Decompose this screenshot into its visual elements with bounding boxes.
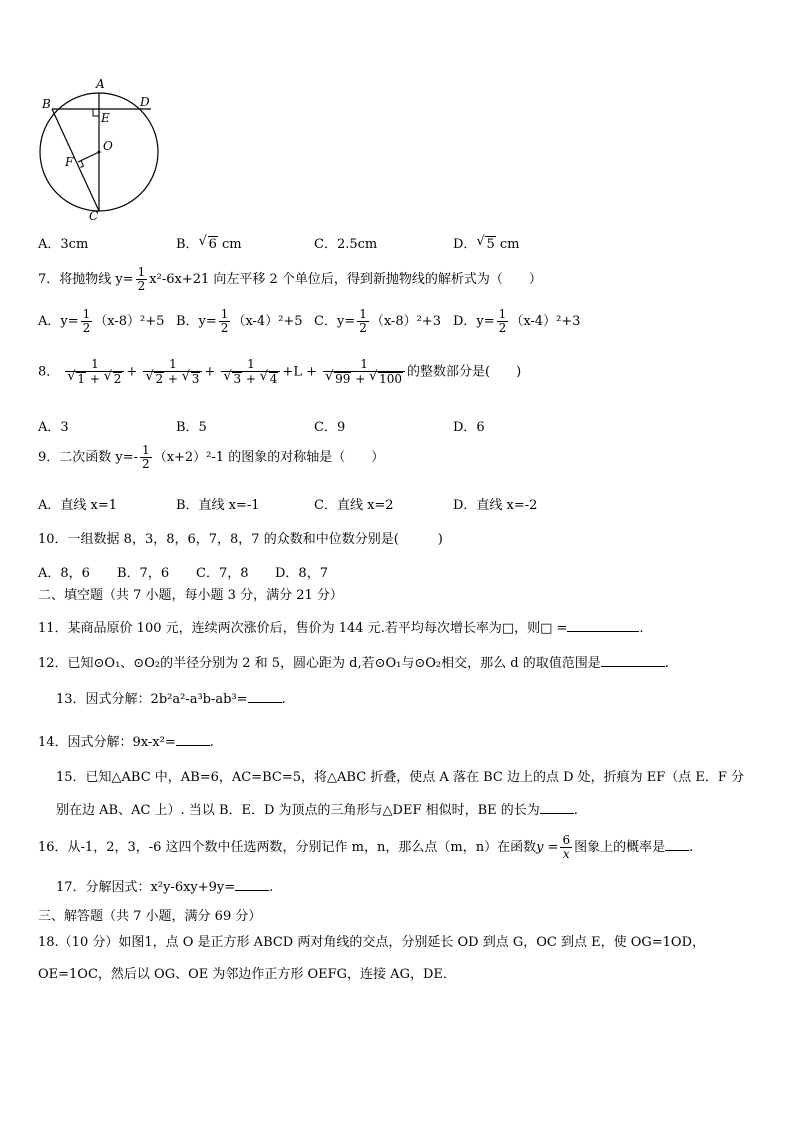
q9-option-b[interactable]: B．直线 x=-1 — [176, 498, 260, 513]
q9-option-a[interactable]: A．直线 x=1 — [38, 498, 118, 513]
q6-option-d[interactable]: D．√ 5 cm — [453, 233, 519, 252]
label-o: O — [103, 139, 113, 153]
question-9: 9．二次函数 y=- $\frac{1}{2}$ （x+2）²-1 的图象的对称轴是（ ） — [38, 443, 385, 471]
question-10: 10．一组数据 8，3，8，6，7，8，7 的众数和中位数分别是( ) — [38, 532, 443, 547]
q9-option-d[interactable]: D．直线 x=-2 — [453, 498, 538, 513]
right-angle-f — [81, 161, 84, 168]
question-17: 17．分解因式：x²y-6xy+9y= . — [56, 880, 274, 895]
q8-option-a[interactable]: A．3 — [38, 420, 69, 435]
question-7: 7．将抛物线 y= $\frac{1}{2}$ x²-6x+21 向左平移 2 个单位后，得到新抛物线的解析式为（ ） — [38, 265, 542, 293]
q10-option-c[interactable]: C．7，8 — [196, 566, 249, 581]
answer-blank-16[interactable] — [665, 838, 689, 851]
question-15-line-1: 15．已知△ABC 中，AB=6，AC=BC=5，将△ABC 折叠，使点 A 落在 BC 边上的点 D 处，折痕为 EF（点 E．F 分 — [56, 770, 745, 785]
answer-blank-14[interactable] — [176, 733, 210, 746]
answer-blank-13[interactable] — [248, 690, 282, 703]
q8-option-d[interactable]: D．6 — [453, 420, 485, 435]
q9-option-c[interactable]: C．直线 x=2 — [314, 498, 394, 513]
fraction-6-over-x: $\frac{6}{x}$ — [562, 833, 571, 861]
term-3: 1 √ 3 + √ 4 — [221, 358, 280, 386]
fraction-half: $\frac{1}{2}$ — [137, 265, 146, 293]
label-a: A — [96, 77, 105, 91]
label-d: D — [140, 95, 150, 109]
question-8: 8． 1 √ 1 + √ 2 + 1 √ 2 + √ 3 + 1 √ 3 + √ 4 +L + 1 √ 99 + √ 100 的整数部分是( ) — [38, 358, 521, 386]
q7-option-c[interactable]: C．y= $\frac{1}{2}$ （x-8）²+3 — [314, 307, 441, 335]
question-14: 14．因式分解：9x-x²= . — [38, 735, 214, 750]
q10-option-b[interactable]: B．7，6 — [117, 566, 170, 581]
question-18-line-1: 18.（10 分）如图1，点 O 是正方形 ABCD 两对角线的交点，分别延长 OD 到点 G，OC 到点 E，使 OG=1OD， — [38, 935, 705, 950]
q7-option-a[interactable]: A．y= $\frac{1}{2}$ （x-8）²+5 — [38, 307, 165, 335]
answer-blank-11[interactable] — [567, 619, 639, 632]
label-e: E — [101, 111, 110, 125]
q10-option-d[interactable]: D．8，7 — [275, 566, 328, 581]
section-2-heading: 二、填空题（共 7 小题，每小题 3 分，满分 21 分） — [38, 588, 343, 603]
sqrt-5: √ 5 — [485, 236, 495, 252]
label-c: C — [89, 209, 99, 222]
label-b: B — [42, 97, 51, 111]
term-2: 1 √ 2 + √ 3 — [143, 358, 202, 386]
q10-option-a[interactable]: A．8，6 — [38, 566, 90, 581]
term-99: 1 √ 99 + √ 100 — [323, 358, 405, 386]
q6-option-a[interactable]: A．3cm — [38, 237, 89, 252]
q6-option-b[interactable]: B．√ 6 cm — [176, 233, 242, 252]
center-o — [98, 151, 101, 154]
question-18-line-2: OE=1OC，然后以 OG、OE 为邻边作正方形 OEFG，连接 AG，DE． — [38, 967, 456, 982]
question-13: 13．因式分解：2b²a²-a³b-ab³= . — [56, 692, 286, 707]
answer-blank-15[interactable] — [540, 801, 574, 814]
right-angle-e — [93, 109, 99, 116]
answer-blank-17[interactable] — [235, 878, 269, 891]
q6-option-c[interactable]: C．2.5cm — [314, 237, 378, 252]
q8-option-c[interactable]: C．9 — [314, 420, 346, 435]
question-16: 16．从-1，2，3，-6 这四个数中任选两数，分别记作 m，n，那么点（m，n）在函数y = $\frac{6}{x}$ 图象上的概率是 . — [38, 833, 694, 861]
circle-figure — [36, 76, 166, 222]
sqrt-6: √ 6 — [208, 236, 218, 252]
question-11: 11．某商品原价 100 元，连续两次涨价后，售价为 144 元.若平均每次增长率为□，则□ = . — [38, 621, 644, 636]
question-12: 12．已知⊙O₁、⊙O₂的半径分别为 2 和 5，圆心距为 d,若⊙O₁与⊙O₂相交，那么 d 的取值范围是 . — [38, 656, 669, 671]
section-3-heading: 三、解答题（共 7 小题，满分 69 分） — [38, 909, 262, 924]
term-1: 1 √ 1 + √ 2 — [65, 358, 124, 386]
q7-option-b[interactable]: B．y= $\frac{1}{2}$ （x-4）²+5 — [176, 307, 303, 335]
q7-option-d[interactable]: D．y= $\frac{1}{2}$ （x-4）²+3 — [453, 307, 581, 335]
label-f: F — [65, 155, 74, 169]
question-15-line-2: 别在边 AB、AC 上）. 当以 B．E．D 为顶点的三角形与△DEF 相似时，BE 的长为 . — [56, 803, 578, 818]
q8-option-b[interactable]: B．5 — [176, 420, 207, 435]
answer-blank-12[interactable] — [601, 654, 665, 667]
